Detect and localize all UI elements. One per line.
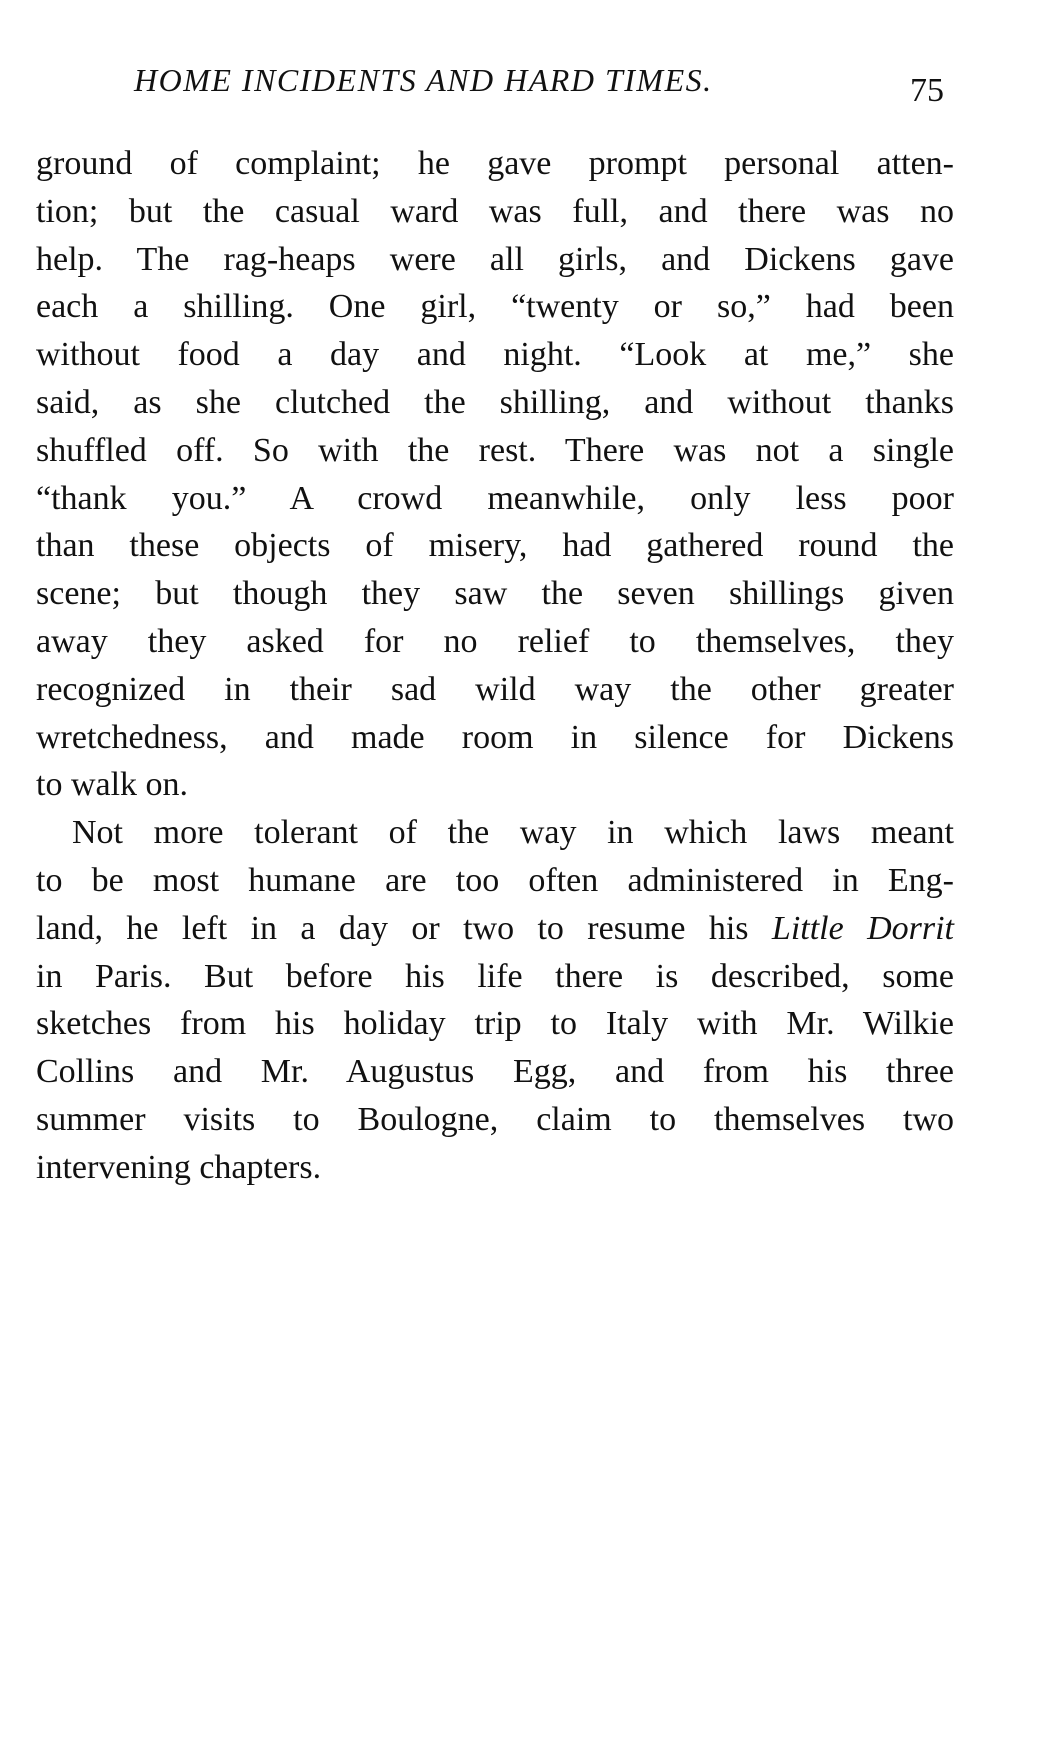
text-line: “thank you.” A crowd meanwhile, only less poor (36, 479, 954, 517)
text-line: than these objects of misery, had gathered round the (36, 527, 954, 565)
text-line (36, 905, 954, 953)
paragraph-2 (36, 809, 954, 1191)
text-line: tion; but the casual ward was full, and there was no (36, 192, 954, 230)
text-line: help. The rag-heaps were all girls, and Dickens gave (36, 240, 954, 278)
text-line: Not more tolerant of the way in which laws meant (72, 814, 954, 852)
book-title: Little Dorrit (771, 909, 954, 947)
text-line: each a shilling. One girl, “twenty or so,” had been (36, 288, 954, 326)
text-line: intervening chapters. (36, 1148, 322, 1186)
page-number: 75 (910, 72, 944, 109)
text-line: in Paris. But before his life there is described, some (36, 957, 954, 995)
text-span: land, he left in a day or two to resume his (36, 909, 772, 947)
text-line: without food a day and night. “Look at me,” she (36, 336, 954, 374)
text-line: sketches from his holiday trip to Italy with Mr. Wilkie (36, 1005, 954, 1043)
text-line: shuffled off. So with the rest. There was not a single (36, 431, 954, 469)
text-line: scene; but though they saw the seven shillings given (36, 575, 954, 613)
text-line: Collins and Mr. Augustus Egg, and from his three (36, 1053, 954, 1091)
text-line: wretchedness, and made room in silence for Dickens (36, 718, 954, 756)
running-head: HOME INCIDENTS AND HARD TIMES. (134, 62, 713, 98)
text-line: away they asked for no relief to themselves, they (36, 622, 954, 660)
text-line: to be most humane are too often administered in Eng- (36, 861, 954, 899)
text-line: recognized in their sad wild way the other greater (36, 670, 954, 708)
text-line: summer visits to Boulogne, claim to themselves two (36, 1100, 954, 1138)
text-line: to walk on. (36, 766, 189, 804)
text-line: ground of complaint; he gave prompt personal atten- (36, 145, 954, 182)
paragraph-1 (36, 140, 954, 809)
body-text (36, 140, 954, 1192)
text-line: said, as she clutched the shilling, and without thanks (36, 383, 954, 421)
